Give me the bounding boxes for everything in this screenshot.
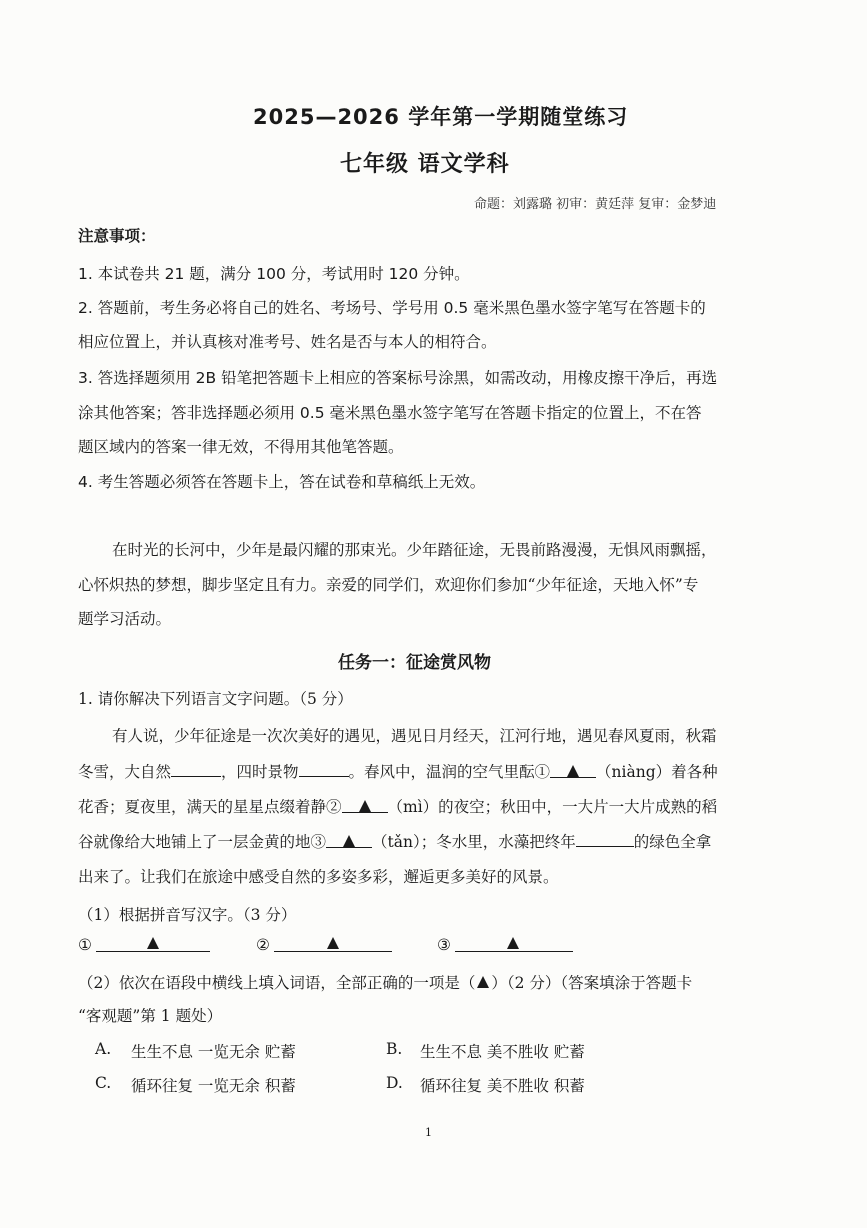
intro-line: 在时光的长河中，少年是最闪耀的那束光。少年踏征途，无畏前路漫漫，无惧风雨飘摇， bbox=[112, 541, 717, 559]
passage-text: （mì）的夜空；秋田中，一大片一大片成熟的稻 bbox=[387, 798, 718, 816]
answer-line-1[interactable] bbox=[96, 951, 210, 952]
answer-line-2[interactable] bbox=[274, 951, 392, 952]
passage-text: 冬雪，大自然 bbox=[78, 763, 172, 781]
question-stem: 1. 请你解决下列语言文字问题。（5 分） bbox=[78, 690, 353, 708]
subquestion-1-stem: （1）根据拼音写汉字。（3 分） bbox=[78, 906, 297, 924]
passage-text: （niàng）着各种 bbox=[596, 763, 718, 781]
fill-blank[interactable] bbox=[576, 832, 634, 847]
page-number: 1 bbox=[425, 1126, 432, 1139]
fill-blank[interactable] bbox=[299, 762, 349, 777]
black-up-triangle-icon bbox=[147, 937, 159, 949]
notice-line: 3. 答选择题须用 2B 铅笔把答题卡上相应的答案标号涂黑，如需改动，用橡皮擦干净后，再选 bbox=[78, 369, 718, 387]
black-up-triangle-icon bbox=[327, 937, 339, 949]
passage-text: ，四时景物 bbox=[221, 763, 299, 781]
pinyin-blank-3[interactable] bbox=[326, 833, 372, 848]
black-up-triangle-icon bbox=[507, 937, 519, 949]
option-a-text[interactable]: 生生不息 一览无余 贮蓄 bbox=[131, 1043, 296, 1061]
notice-line: 4. 考生答题必须答在答题卡上，答在试卷和草稿纸上无效。 bbox=[78, 473, 486, 491]
passage-text: 。春风中，温润的空气里酝① bbox=[348, 763, 551, 781]
stem-text: ）（2 分）（答案填涂于答题卡 bbox=[491, 974, 693, 992]
credits: 命题：刘露璐 初审：黄廷萍 复审：金梦迪 bbox=[474, 197, 717, 212]
passage-text: 谷就像给大地铺上了一层金黄的地③ bbox=[78, 833, 327, 851]
passage-text: 花香；夏夜里，满天的星星点缀着静② bbox=[78, 798, 342, 816]
intro-line: 心怀炽热的梦想，脚步坚定且有力。亲爱的同学们，欢迎你们参加“少年征途，天地入怀”专 bbox=[78, 576, 699, 594]
subquestion-2-stem bbox=[78, 971, 692, 993]
black-up-triangle-icon bbox=[343, 835, 355, 847]
intro-line: 题学习活动。 bbox=[78, 610, 172, 628]
pinyin-blank-1[interactable] bbox=[550, 763, 596, 778]
option-b-letter: B. bbox=[386, 1040, 403, 1058]
passage-line: 有人说，少年征途是一次次美好的遇见，遇见日月经天，江河行地，遇见春风夏雨，秋霜 bbox=[112, 727, 717, 745]
answer-marker-3: ③ bbox=[437, 936, 451, 954]
notice-line: 相应位置上，并认真核对准考号、姓名是否与本人的相符合。 bbox=[78, 333, 497, 351]
notice-line: 2. 答题前，考生务必将自己的姓名、考场号、学号用 0.5 毫米黑色墨水签字笔写在答题卡的 bbox=[78, 299, 706, 317]
notice-line: 1. 本试卷共 21 题，满分 100 分，考试用时 120 分钟。 bbox=[78, 265, 470, 283]
exam-subtitle: 七年级 语文学科 bbox=[340, 152, 510, 177]
notice-line: 题区域内的答案一律无效，不得用其他笔答题。 bbox=[78, 438, 404, 456]
black-up-triangle-icon bbox=[477, 976, 489, 988]
passage-line bbox=[78, 795, 717, 817]
option-b-text[interactable]: 生生不息 美不胜收 贮蓄 bbox=[420, 1043, 585, 1061]
answer-marker-1: ① bbox=[78, 936, 92, 954]
black-up-triangle-icon bbox=[567, 765, 579, 777]
stem-text: （2）依次在语段中横线上填入词语，全部正确的一项是（ bbox=[78, 974, 476, 992]
option-a-letter: A. bbox=[95, 1040, 112, 1058]
option-c-letter: C. bbox=[95, 1074, 112, 1092]
option-d-letter: D. bbox=[386, 1074, 403, 1092]
notice-line: 涂其他答案；答非选择题必须用 0.5 毫米黑色墨水签字笔写在答题卡指定的位置上，不在答 bbox=[78, 404, 702, 422]
passage-text: （tǎn）；冬水里，水藻把终年 bbox=[372, 833, 576, 851]
exam-title: 2025—2026 学年第一学期随堂练习 bbox=[253, 105, 629, 129]
subquestion-2-stem-cont: “客观题”第 1 题处） bbox=[78, 1007, 223, 1025]
passage-line bbox=[78, 760, 718, 782]
answer-marker-2: ② bbox=[256, 936, 270, 954]
passage-line bbox=[78, 830, 711, 852]
pinyin-blank-2[interactable] bbox=[342, 798, 388, 813]
fill-blank[interactable] bbox=[171, 762, 221, 777]
answer-line-3[interactable] bbox=[455, 951, 573, 952]
passage-text: 的绿色全拿 bbox=[633, 833, 712, 851]
option-c-text[interactable]: 循环往复 一览无余 积蓄 bbox=[131, 1077, 296, 1095]
passage-line: 出来了。让我们在旅途中感受自然的多姿多彩，邂逅更多美好的风景。 bbox=[78, 868, 559, 886]
option-d-text[interactable]: 循环往复 美不胜收 积蓄 bbox=[420, 1077, 585, 1095]
notice-heading: 注意事项： bbox=[78, 227, 156, 245]
black-up-triangle-icon bbox=[359, 800, 371, 812]
task-heading: 任务一：征途赏风物 bbox=[338, 653, 491, 673]
